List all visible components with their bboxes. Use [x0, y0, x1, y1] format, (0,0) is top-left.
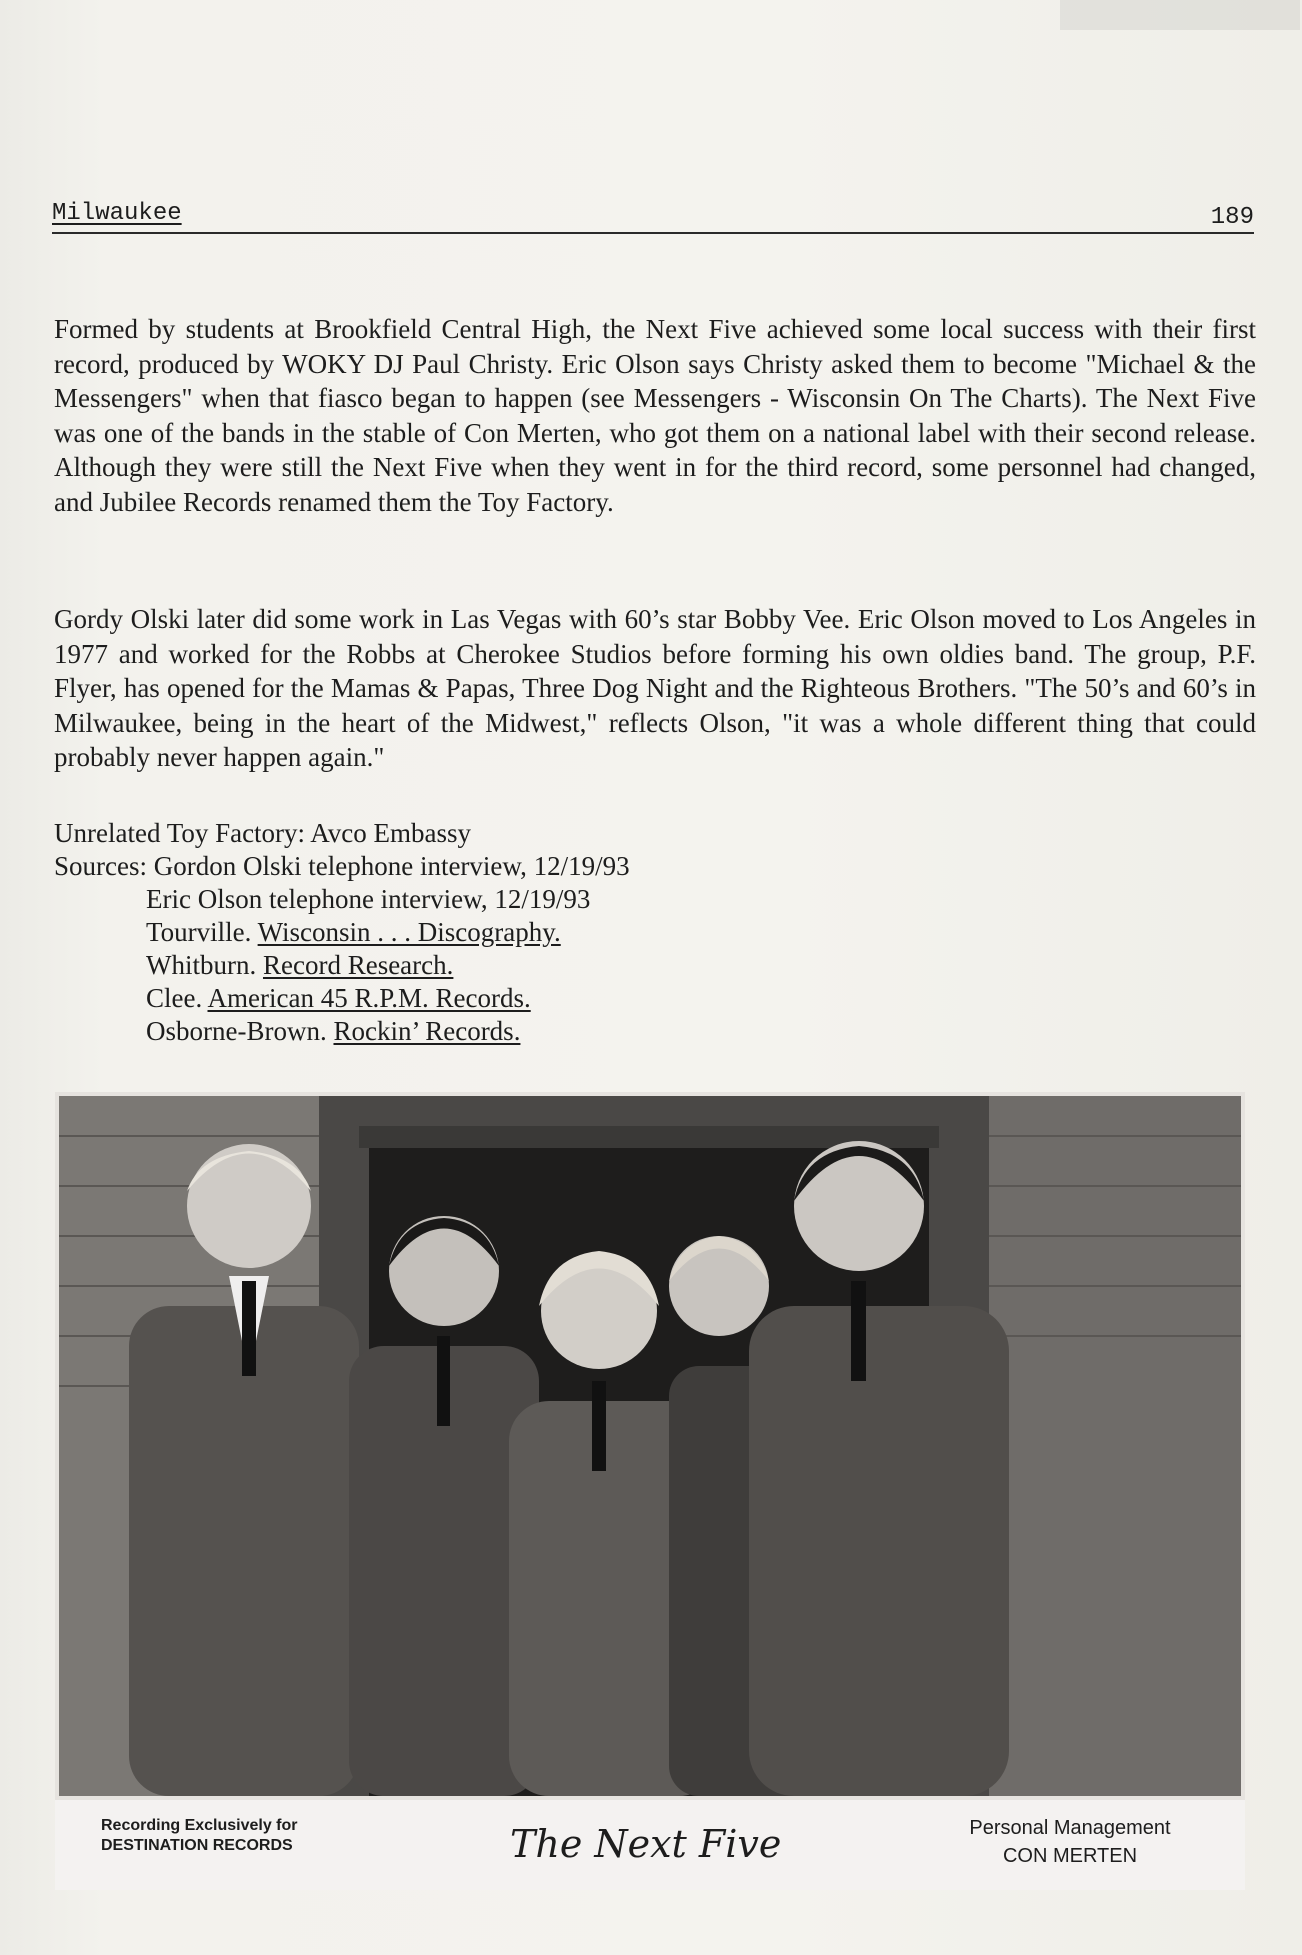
- source-interview-olson: Eric Olson telephone interview, 12/19/93: [146, 884, 591, 914]
- paragraph-history: Formed by students at Brookfield Central High, the Next Five achieved some local success with their first record, produced by WOKY DJ Paul Christy. Eric Olson says Christy asked them to become "Michael & the Messengers" when that fiasco began to happen (see Messengers - Wisconsin On The Charts). The Next Five was one of the bands in the stable of Con Merten, who got them on a national label with their second release. Although they were still the Next Five when they went in for the third record, some personnel had changed, and Jubilee Records renamed them the Toy Factory.: [54, 314, 1256, 517]
- sources-line: [54, 850, 954, 883]
- section-title: Milwaukee: [52, 200, 182, 227]
- caption-manager-name: CON MERTEN: [1002, 1845, 1138, 1867]
- scan-shadow: [1060, 0, 1300, 30]
- unrelated-note: Unrelated Toy Factory: Avco Embassy: [54, 818, 472, 848]
- reference-author: Osborne-Brown.: [146, 1016, 327, 1046]
- reference-author: Clee.: [146, 983, 203, 1013]
- reference-title: American 45 R.P.M. Records.: [207, 983, 531, 1013]
- sources-block: [54, 817, 954, 1048]
- band-photo-frame: [55, 1092, 1245, 1800]
- source-interview-olski: Gordon Olski telephone interview, 12/19/93: [153, 851, 630, 881]
- reference-author: Whitburn.: [146, 950, 257, 980]
- caption-label-name: DESTINATION RECORDS: [101, 1837, 293, 1854]
- reference-clee: [54, 982, 954, 1015]
- band-photo: [59, 1096, 1241, 1796]
- reference-title: Wisconsin . . . Discography.: [257, 917, 561, 947]
- running-header: [52, 200, 1254, 234]
- photo-caption: [55, 1800, 1245, 1890]
- sources-label: Sources:: [54, 851, 147, 881]
- reference-osborne-brown: [54, 1015, 954, 1048]
- reference-whitburn: [54, 949, 954, 982]
- paragraph-later-careers: Gordy Olski later did some work in Las Vegas with 60’s star Bobby Vee. Eric Olson moved to Los Angeles in 1977 and worked for the Robbs at Cherokee Studios before forming his own oldies band. The group, P.F. Flyer, has opened for the Mamas & Papas, Three Dog Night and the Righteous Brothers. "The 50’s and 60’s in Milwaukee, being in the heart of the Midwest," reflects Olson, "it was a whole different thing that could probably never happen again.": [54, 604, 1256, 772]
- caption-management-line: Personal Management: [969, 1817, 1171, 1839]
- caption-management: [920, 1814, 1220, 1870]
- band-photo-illustration: [59, 1096, 1241, 1796]
- reference-title: Rockin’ Records.: [333, 1016, 521, 1046]
- reference-title: Record Research.: [262, 950, 454, 980]
- page-number: 189: [1210, 204, 1254, 231]
- caption-label-record: [101, 1816, 361, 1856]
- caption-recording-line: Recording Exclusively for: [101, 1817, 298, 1834]
- reference-author: Tourville.: [146, 917, 252, 947]
- caption-band-name: The Next Five: [510, 1822, 782, 1866]
- reference-tourville: [54, 916, 954, 949]
